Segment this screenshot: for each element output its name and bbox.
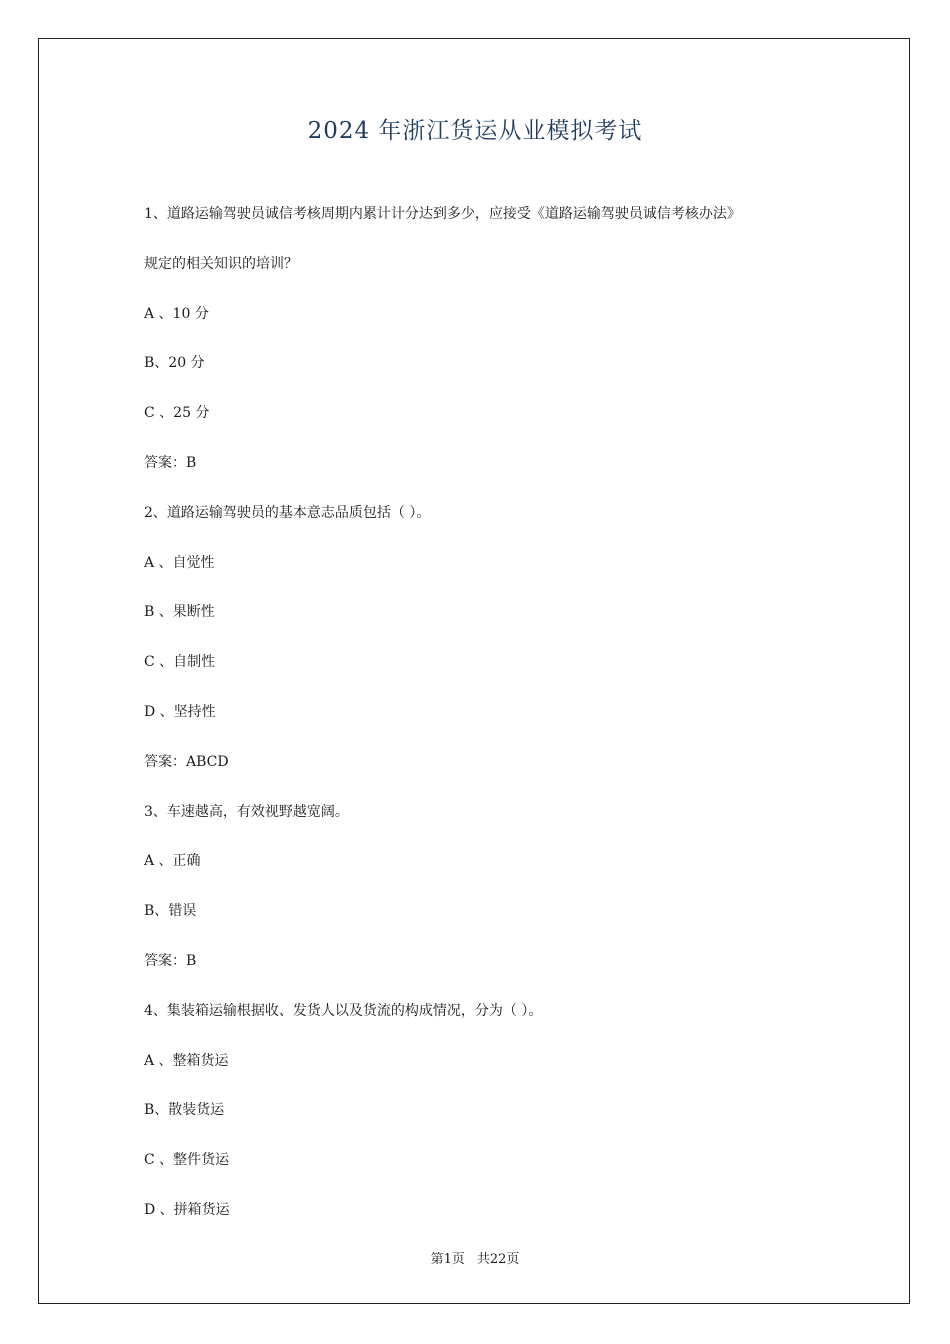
question-4-option-c: C 、整件货运 <box>144 1152 230 1169</box>
question-2-answer: 答案：ABCD <box>144 753 229 770</box>
question-4-option-d: D 、拼箱货运 <box>144 1201 230 1218</box>
question-4-option-b: B、散装货运 <box>144 1102 225 1119</box>
question-1-option-a: A 、10 分 <box>144 305 209 322</box>
question-2-option-a: A 、自觉性 <box>144 554 215 571</box>
document-title: 2024 年浙江货运从业模拟考试 <box>307 118 643 144</box>
question-3-text: 3、车速越高，有效视野越宽阔。 <box>144 803 349 820</box>
question-1-answer: 答案：B <box>144 454 197 471</box>
page-total: 共22页 <box>476 1252 520 1267</box>
page-number: 第1页 <box>430 1252 465 1267</box>
question-1-text-cont: 规定的相关知识的培训？ <box>144 255 298 272</box>
question-1-option-b: B、20 分 <box>144 355 205 372</box>
document-body <box>144 202 824 1248</box>
question-2-option-c: C 、自制性 <box>144 654 216 671</box>
question-2-option-b: B 、果断性 <box>144 604 215 621</box>
question-4-text: 4、集装箱运输根据收、发货人以及货流的构成情况，分为（ ）。 <box>144 1002 543 1019</box>
question-2-text: 2、道路运输驾驶员的基本意志品质包括（ ）。 <box>144 504 431 521</box>
question-3-answer: 答案：B <box>144 952 197 969</box>
page-footer <box>0 1248 950 1267</box>
question-3-option-b: B、错误 <box>144 903 197 920</box>
question-3-option-a: A 、正确 <box>144 853 201 870</box>
question-2-option-d: D 、坚持性 <box>144 703 216 720</box>
question-4-option-a: A 、整箱货运 <box>144 1052 229 1069</box>
question-1-option-c: C 、25 分 <box>144 405 210 422</box>
question-1-text: 1、道路运输驾驶员诚信考核周期内累计计分达到多少，应接受《道路运输驾驶员诚信考核办法》 <box>144 206 741 222</box>
